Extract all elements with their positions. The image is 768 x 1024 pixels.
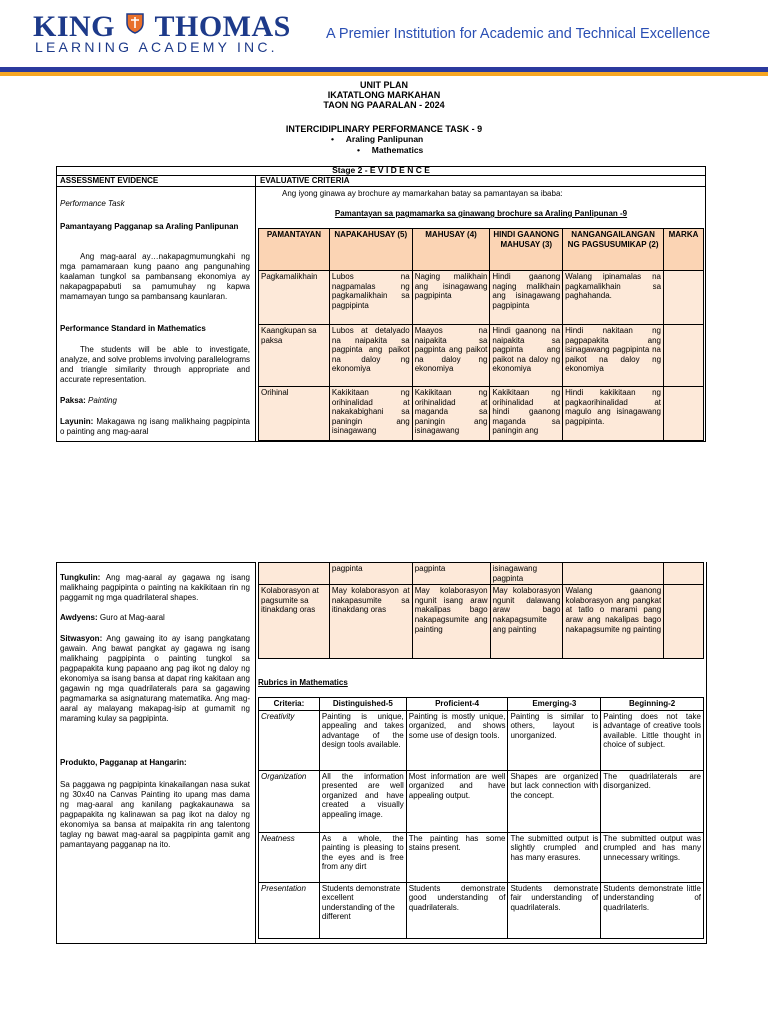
table-cell	[664, 271, 704, 325]
table-cell: All the information presented are well organized and have created a visually appealing image.	[319, 770, 406, 832]
table-cell: Walang ipinamalas na pagkamalikhain sa paghahanda.	[563, 271, 664, 325]
table-row	[259, 770, 704, 832]
logo-word-king: KING	[33, 10, 116, 43]
title-quarter: IKATATLONG MARKAHAN	[327, 90, 441, 100]
criteria-intro: Ang iyong ginawa ay brochure ay mamarkahan batay sa pamantayan sa ibaba:	[282, 189, 563, 198]
table-cell: Organization	[259, 770, 320, 832]
ap-col-mahusay: MAHUSAY (4)	[412, 229, 490, 271]
table-cell: Naging malikhain ang isinagawang pagpipinta	[412, 271, 490, 325]
table-cell: Lubos na nagpamalas ng pagkamalikhain sa pagpipinta	[329, 271, 412, 325]
table-cell: pagpinta	[329, 563, 412, 585]
ap-col-nangangailangan: NANGANGAILANGAN NG PAGSUSUMIKAP (2)	[563, 229, 664, 271]
table-row	[259, 832, 704, 882]
left-edge	[56, 562, 57, 944]
ap-col-marka: MARKA	[664, 229, 704, 271]
math-col-beginning: Beginning-2	[601, 698, 704, 711]
table-cell: Walang gaanong kolaborasyon ang pangkat at tatlo o marami pang araw ang nakalipas bago nakapagsumite ng painting	[563, 585, 664, 659]
table-cell: The quadrilaterals are disorganized.	[601, 770, 704, 832]
ap-standard-body: Ang mag-aaral ay…nakapagmumungkahi ng mga pamamaraan kung paano ang pangunahing kaalaman tungkol sa pambansang ekonomiya ay nakapagpapabuti sa pamumuhay ng kapwa mamamayan tungo sa pambansang kaunlaran.	[60, 252, 250, 301]
math-standard-body: The students will be able to investigate, analyze, and solve problems involving parallelograms and triangle similarity through appropriate and accurate representation.	[60, 345, 250, 384]
crest-icon	[125, 12, 145, 34]
math-rubric-title: Rubrics in Mathematics	[258, 678, 348, 687]
table-cell: Kaangkupan sa paksa	[259, 325, 330, 387]
table-row	[259, 563, 704, 585]
logo-word-thomas: THOMAS	[154, 10, 291, 43]
table-cell	[664, 563, 704, 585]
paksa-line: Paksa: Painting	[60, 396, 117, 405]
title-school-year: TAON NG PAARALAN - 2024	[323, 100, 445, 110]
math-col-distinguished: Distinguished-5	[319, 698, 406, 711]
table-cell: Hindi gaanong naging malikhain ang isinagawang pagpipinta	[490, 271, 563, 325]
layunin-line: Layunin: Makagawa ng isang malikhaing pagpipinta o painting ang mag-aaral	[60, 417, 251, 436]
table-cell: May kolaborasyon ngunit isang araw makalipas bago nakapagsumite ang painting	[412, 585, 490, 659]
math-rubric-table	[258, 697, 704, 939]
table-cell: Kolaborasyon at pagsumite sa itinakdang oras	[259, 585, 330, 659]
math-col-proficient: Proficient-4	[406, 698, 508, 711]
table-cell: The submitted output was crumpled and has many unnecessary writings.	[601, 832, 704, 882]
table-cell: Painting is similar to others, layout is unorganized.	[508, 710, 601, 770]
ap-rubric-header-row	[259, 229, 704, 271]
table-cell: As a whole, the painting is pleasing to the eyes and is free from any dirt	[319, 832, 406, 882]
header-band-orange	[0, 72, 768, 76]
table-row	[259, 387, 704, 441]
ap-rubric-title: Pamantayan sa pagmamarka sa ginawang brochure sa Araling Panlipunan -9	[334, 209, 628, 218]
table-cell	[664, 387, 704, 441]
math-col-criteria: Criteria:	[259, 698, 320, 711]
bullet-araling: • Araling Panlipunan	[331, 134, 424, 144]
table-cell: Students demonstrate little understanding of quadrilaterls.	[601, 882, 704, 938]
table-cell: Kakikitaan ng orihinalidad at hindi gaanong maganda sa paningin ang	[490, 387, 563, 441]
table-cell: isinagawang pagpinta	[490, 563, 563, 585]
column-divider	[255, 176, 256, 442]
table-cell: Maayos na naipakita sa pagpinta ang paikot na daloy ng ekonomiya	[412, 325, 490, 387]
right-edge	[706, 562, 707, 944]
table-cell: Orihinal	[259, 387, 330, 441]
table-cell: Students demonstrate excellent understanding of the different	[319, 882, 406, 938]
table-cell: Students demonstrate fair understanding of quadrilaterals.	[508, 882, 601, 938]
table-cell: Shapes are organized but lack connection with the concept.	[508, 770, 601, 832]
logo-subtitle: LEARNING ACADEMY INC.	[35, 39, 278, 55]
stage-header: Stage 2 - E V I D E N C E	[56, 166, 706, 176]
table-cell	[664, 325, 704, 387]
table-cell	[259, 563, 330, 585]
table-cell: Painting is unique, appealing and takes advantage of the design tools available.	[319, 710, 406, 770]
table-row	[259, 585, 704, 659]
title-performance-task: INTERCIDIPLINARY PERFORMANCE TASK - 9	[285, 124, 483, 134]
table-cell: Kakikitaan ng orihinalidad at maganda sa paningin ang isinagawang	[412, 387, 490, 441]
math-standard-heading: Performance Standard in Mathematics	[60, 324, 206, 333]
ap-col-hindi-gaanong: HINDI GAANONG MAHUSAY (3)	[490, 229, 563, 271]
title-unit-plan: UNIT PLAN	[360, 80, 408, 90]
table-cell	[664, 585, 704, 659]
table-cell: Hindi nakitaan ng pagpapakita ang isinagawang pagpipinta na paikot na daloy ng ekonomiya	[563, 325, 664, 387]
table-cell: May kolaborasyon at nakapasumite sa itinakdang oras	[329, 585, 412, 659]
ap-rubric-table-continued	[258, 562, 704, 659]
math-rubric-header-row	[259, 698, 704, 711]
table-row	[259, 325, 704, 387]
table-cell: The submitted output is slightly crumpled and has many erasures.	[508, 832, 601, 882]
table-row	[259, 882, 704, 938]
awdyens-line: Awdyens: Guro at Mag-aaral	[60, 613, 165, 622]
table-cell: Neatness	[259, 832, 320, 882]
ap-col-napakahusay: NAPAKAHUSAY (5)	[329, 229, 412, 271]
performance-task-label: Performance Task	[60, 199, 125, 208]
col-assessment-evidence: ASSESSMENT EVIDENCE	[60, 176, 159, 185]
col-evaluative-criteria: EVALUATIVE CRITERIA	[260, 176, 350, 185]
ap-rubric-table	[258, 228, 704, 441]
table-cell: Creativity	[259, 710, 320, 770]
table-cell: Presentation	[259, 882, 320, 938]
table-cell: May kolaborasyon ngunit dalawang araw bago nakapagsumite ang painting	[490, 585, 563, 659]
table-cell: The painting has some stains present.	[406, 832, 508, 882]
produkto-heading: Produkto, Pagganap at Hangarin:	[60, 758, 187, 767]
produkto-body: Sa paggawa ng pagpipinta kinakailangan nasa sukat ng 30x40 na Canvas Painting ito upang mas dama ng mag-aaral ang kanilang pagkakaunawa sa pagpapakita ng kalinawan sa pag ikot na daloy ng ekonomiya sa bansa at maipakita rin ang talentong taglay ng bawat mag-aaral sa pagpipinta gamit ang pamantayang pagganap na ito.	[60, 780, 250, 849]
school-tagline: A Premier Institution for Academic and Technical Excellence	[326, 26, 711, 42]
sitwasyon-block: Sitwasyon: Ang gawaing ito ay isang pangkatang gawain. Ang bawat pangkat ay gagawa ng isang malikhaing pagpipinta o painting tungkol sa pagpapakita kung papaano ang pag ikot ng daloy ng ekonomiya sa isang bansa at dapat ring kakitaan ang gagawin ng mga quadrilaterals para sa gagawing pagmamarka sa asignaturang matematika. Ang mag-aaral ay malayang makapag-isip at gumamit ng maraming kulay sa pagpipinta.	[60, 634, 250, 723]
table-cell	[563, 563, 664, 585]
bottom-edge	[56, 943, 707, 944]
column-divider-2	[255, 562, 256, 944]
table-cell: Hindi kakikitaan ng pagkaorihinalidad at magulo ang isinagawang pagpipinta.	[563, 387, 664, 441]
table-row	[259, 710, 704, 770]
table-cell: Lubos at detalyado na naipakita sa pagpinta ang paikot na daloy ng ekonomiya	[329, 325, 412, 387]
table-cell: Most information are well organized and have appealing output.	[406, 770, 508, 832]
table-row	[259, 271, 704, 325]
table-cell: pagpinta	[412, 563, 490, 585]
ap-standard-heading: Pamantayang Pagganap sa Araling Panlipunan	[60, 222, 239, 231]
table-cell: Painting does not take advantage of creative tools available. Little thought in choice of subject.	[601, 710, 704, 770]
table-cell: Hindi gaanong na naipakita sa pagpinta ang paikot na daloy ng ekonomiya	[490, 325, 563, 387]
bullet-math: • Mathematics	[357, 145, 424, 155]
table-cell: Kakikitaan ng orihinalidad at nakakabighani sa paningin ang isinagawang	[329, 387, 412, 441]
table-cell: Pagkamalikhain	[259, 271, 330, 325]
table-cell: Painting is mostly unique, organized, and shows some use of design tools.	[406, 710, 508, 770]
math-col-emerging: Emerging-3	[508, 698, 601, 711]
ap-col-pamantayan: PAMANTAYAN	[259, 229, 330, 271]
table-cell: Students demonstrate good understanding of quadrilaterals.	[406, 882, 508, 938]
tungkulin-block: Tungkulin: Ang mag-aaral ay gagawa ng isang malikhaing pagpipinta o painting na kakikitaan rin ng paggamit ng mga quadrilateral shapes.	[60, 573, 251, 602]
